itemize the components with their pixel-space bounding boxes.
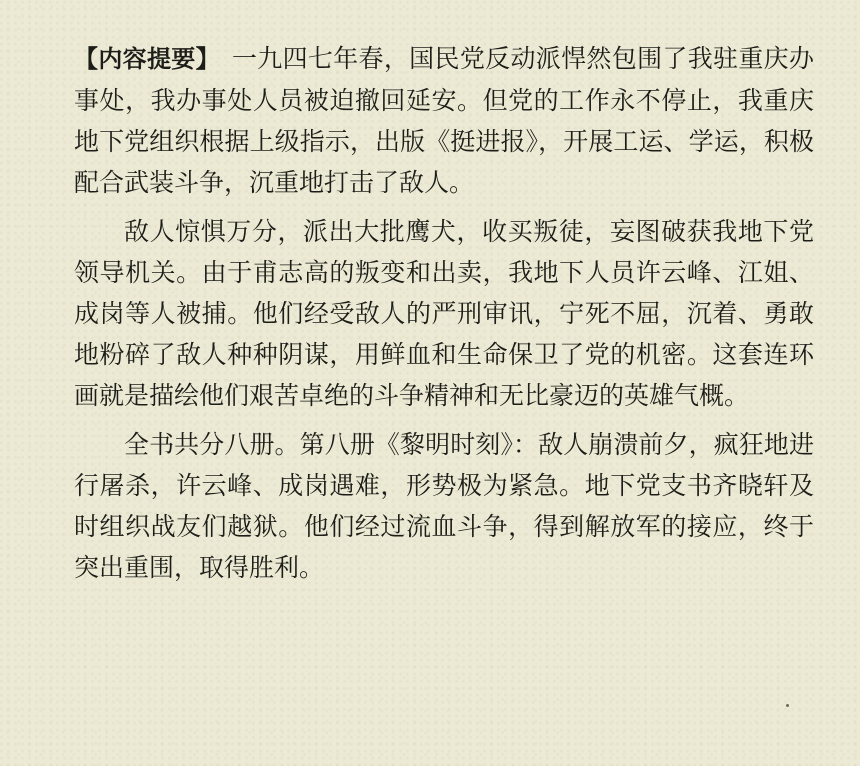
summary-paragraph-2: 敌人惊惧万分，派出大批鹰犬，收买叛徒，妄图破获我地下党领导机关。由于甫志高的叛变和出卖，我地下人员许云峰、江姐、成岗等人被捕。他们经受敌人的严刑审讯，宁死不屈，沉着、勇敢地粉碎了敌人种种阴谋，用鲜血和生命保卫了党的机密。这套连环画就是描绘他们艰苦卓绝的斗争精神和无比豪迈的英雄气概。 (74, 217, 814, 410)
summary-label: 【内容提要】 (74, 45, 220, 73)
summary-paragraph-3: 全书共分八册。第八册《黎明时刻》：敌人崩溃前夕，疯狂地进行屠杀，许云峰、成岗遇难，形势极为紧急。地下党支书齐晓轩及时组织战友们越狱。他们经过流血斗争，得到解放军的接应，终于突出重围，取得胜利。 (74, 430, 814, 582)
paragraph-1-text: 一九四七年春，国民党反动派悍然包围了我驻重庆办事处，我办事处人员被迫撤回延安。但党的工作永不停止，我重庆地下党组织根据上级指示，出版《挺进报》，开展工运、学运，积极配合武装斗争，沉重地打击了敌人。 (74, 44, 814, 197)
paper-speck (786, 704, 789, 707)
summary-paragraph-1 (74, 38, 814, 203)
summary-text-block (74, 38, 814, 596)
